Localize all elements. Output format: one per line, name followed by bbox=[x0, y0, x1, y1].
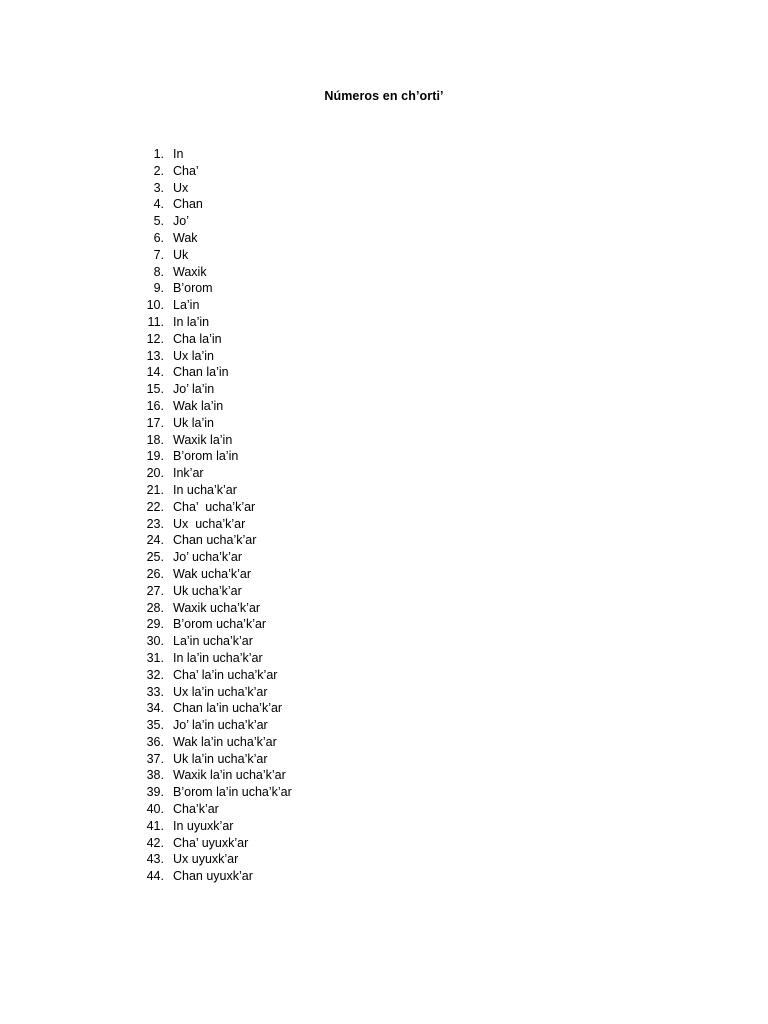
list-item-number: 37. bbox=[146, 751, 164, 766]
list-item-number: 38. bbox=[146, 768, 164, 783]
list-item-number: 1. bbox=[153, 147, 164, 161]
list-item bbox=[130, 314, 292, 331]
list-item-text: Wak la’in bbox=[173, 398, 224, 413]
list-item bbox=[130, 465, 292, 482]
list-item-number: 6. bbox=[153, 230, 164, 245]
list-item bbox=[130, 767, 292, 784]
numbers-list bbox=[130, 146, 292, 885]
list-item bbox=[130, 415, 292, 432]
list-item-text: Chan uyuxk’ar bbox=[173, 869, 253, 884]
list-item-number: 19. bbox=[146, 449, 164, 464]
list-item bbox=[130, 230, 292, 247]
list-item bbox=[130, 180, 292, 197]
list-item bbox=[130, 213, 292, 230]
list-item-text: Waxik la’in ucha’k’ar bbox=[173, 768, 286, 783]
list-item-number: 7. bbox=[153, 247, 164, 262]
list-item bbox=[130, 264, 292, 281]
list-item bbox=[130, 868, 292, 885]
list-item bbox=[130, 163, 292, 180]
list-item-number: 41. bbox=[146, 818, 164, 833]
list-item-number: 35. bbox=[146, 718, 164, 733]
list-item-number: 9. bbox=[153, 281, 164, 296]
list-item-text: La’in bbox=[173, 298, 200, 313]
list-item-text: Cha’ la’in ucha’k’ar bbox=[173, 667, 278, 682]
list-item-number: 13. bbox=[146, 348, 164, 363]
list-item-text: B’orom ucha’k’ar bbox=[173, 617, 267, 632]
list-item-number: 39. bbox=[146, 785, 164, 800]
list-item bbox=[130, 280, 292, 297]
list-item bbox=[130, 784, 292, 801]
list-item bbox=[130, 818, 292, 835]
list-item-number: 25. bbox=[146, 550, 164, 565]
list-item bbox=[130, 751, 292, 768]
list-item-number: 31. bbox=[146, 650, 164, 665]
list-item-text: In uyuxk’ar bbox=[173, 818, 234, 833]
list-item-text: In ucha’k’ar bbox=[173, 482, 237, 497]
list-item-text: In la’in bbox=[173, 314, 210, 329]
list-item-number: 18. bbox=[146, 432, 164, 447]
list-item bbox=[130, 381, 292, 398]
list-item-text: Uk la’in bbox=[173, 415, 214, 430]
list-item-text: B’orom bbox=[173, 281, 213, 296]
list-item-number: 43. bbox=[146, 852, 164, 867]
list-item bbox=[130, 196, 292, 213]
list-item-number: 23. bbox=[146, 516, 164, 531]
list-item-text: Chan la’in ucha’k’ar bbox=[173, 701, 283, 716]
list-item-text: Ux la’in ucha’k’ar bbox=[173, 684, 268, 699]
list-item-text: Ux ucha’k’ar bbox=[173, 516, 246, 531]
list-item-text: B’orom la’in bbox=[173, 449, 239, 464]
list-item-number: 3. bbox=[153, 180, 164, 195]
list-item-text: La’in ucha’k’ar bbox=[173, 634, 253, 649]
list-item-number: 33. bbox=[146, 684, 164, 699]
list-item bbox=[130, 398, 292, 415]
list-item-number: 16. bbox=[146, 398, 164, 413]
list-item-number: 17. bbox=[146, 415, 164, 430]
list-item-text: Waxik ucha’k’ar bbox=[173, 600, 261, 615]
list-item-text: Chan ucha’k’ar bbox=[173, 533, 257, 548]
list-item-number: 42. bbox=[146, 835, 164, 850]
list-item bbox=[130, 684, 292, 701]
list-item-text: Cha’ ucha’k’ar bbox=[173, 499, 256, 514]
list-item bbox=[130, 499, 292, 516]
list-item-text: Cha’k’ar bbox=[173, 802, 219, 817]
list-item bbox=[130, 633, 292, 650]
list-item-number: 27. bbox=[146, 583, 164, 598]
list-item-text: Wak bbox=[173, 230, 198, 245]
list-item-text: Cha’ uyuxk’ar bbox=[173, 835, 249, 850]
list-item-text: Chan bbox=[173, 197, 203, 212]
list-item-number: 4. bbox=[153, 197, 164, 212]
list-item-text: Chan la’in bbox=[173, 365, 229, 380]
list-item bbox=[130, 364, 292, 381]
list-item-number: 34. bbox=[146, 701, 164, 716]
list-item bbox=[130, 700, 292, 717]
list-item-text: In la’in ucha’k’ar bbox=[173, 650, 263, 665]
list-item-number: 11. bbox=[147, 314, 164, 329]
list-item bbox=[130, 583, 292, 600]
list-item bbox=[130, 482, 292, 499]
list-item-text: Jo’ la’in bbox=[173, 382, 215, 397]
list-item-text: Cha la’in bbox=[173, 331, 222, 346]
list-item-number: 5. bbox=[153, 214, 164, 229]
list-item-number: 40. bbox=[146, 802, 164, 817]
list-item-number: 12. bbox=[146, 331, 164, 346]
list-item bbox=[130, 348, 292, 365]
list-item bbox=[130, 851, 292, 868]
list-item bbox=[130, 717, 292, 734]
list-item bbox=[130, 146, 292, 163]
list-item-text: Ux la’in bbox=[173, 348, 214, 363]
list-item-number: 8. bbox=[153, 264, 164, 279]
list-item-number: 22. bbox=[146, 499, 164, 514]
list-item-number: 30. bbox=[146, 634, 164, 649]
list-item-number: 32. bbox=[146, 667, 164, 682]
list-item-text: Wak la’in ucha’k’ar bbox=[173, 734, 277, 749]
list-item-text: Ink’ar bbox=[173, 466, 204, 481]
list-item bbox=[130, 835, 292, 852]
page-title: Números en ch’orti’ bbox=[324, 89, 444, 103]
list-item-number: 44. bbox=[146, 869, 164, 884]
list-item-text: Uk ucha’k’ar bbox=[173, 583, 242, 598]
list-item bbox=[130, 432, 292, 449]
list-item-text: Jo’ bbox=[173, 214, 189, 229]
list-item-number: 24. bbox=[146, 533, 164, 548]
list-item bbox=[130, 331, 292, 348]
list-item-text: Ux bbox=[173, 180, 189, 195]
list-item bbox=[130, 532, 292, 549]
list-item-text: Waxik bbox=[173, 264, 207, 279]
list-item-number: 2. bbox=[153, 163, 164, 178]
list-item-text: Wak ucha’k’ar bbox=[173, 566, 252, 581]
list-item-number: 10. bbox=[146, 298, 164, 313]
list-item bbox=[130, 566, 292, 583]
list-item-number: 14. bbox=[146, 365, 164, 380]
list-item-text: Jo’ la’in ucha’k’ar bbox=[173, 718, 268, 733]
list-item-text: In bbox=[173, 147, 184, 161]
list-item-number: 21. bbox=[146, 482, 164, 497]
list-item-text: B’orom la’in ucha’k’ar bbox=[173, 785, 292, 800]
list-item-text: Uk bbox=[173, 247, 189, 262]
list-item bbox=[130, 801, 292, 818]
list-item bbox=[130, 650, 292, 667]
list-item-number: 29. bbox=[146, 617, 164, 632]
list-item-number: 20. bbox=[146, 466, 164, 481]
list-item bbox=[130, 516, 292, 533]
list-item bbox=[130, 549, 292, 566]
list-item bbox=[130, 734, 292, 751]
list-item-number: 28. bbox=[146, 600, 164, 615]
list-item-text: Uk la’in ucha’k’ar bbox=[173, 751, 268, 766]
list-item-text: Ux uyuxk’ar bbox=[173, 852, 239, 867]
list-item bbox=[130, 297, 292, 314]
list-item-text: Cha’ bbox=[173, 163, 199, 178]
list-item-number: 15. bbox=[146, 382, 164, 397]
list-item bbox=[130, 247, 292, 264]
list-item-number: 36. bbox=[146, 734, 164, 749]
list-item bbox=[130, 667, 292, 684]
list-item-number: 26. bbox=[146, 566, 164, 581]
list-item-text: Waxik la’in bbox=[173, 432, 233, 447]
list-item bbox=[130, 448, 292, 465]
list-item bbox=[130, 616, 292, 633]
list-item bbox=[130, 600, 292, 617]
list-item-text: Jo’ ucha’k’ar bbox=[173, 550, 243, 565]
